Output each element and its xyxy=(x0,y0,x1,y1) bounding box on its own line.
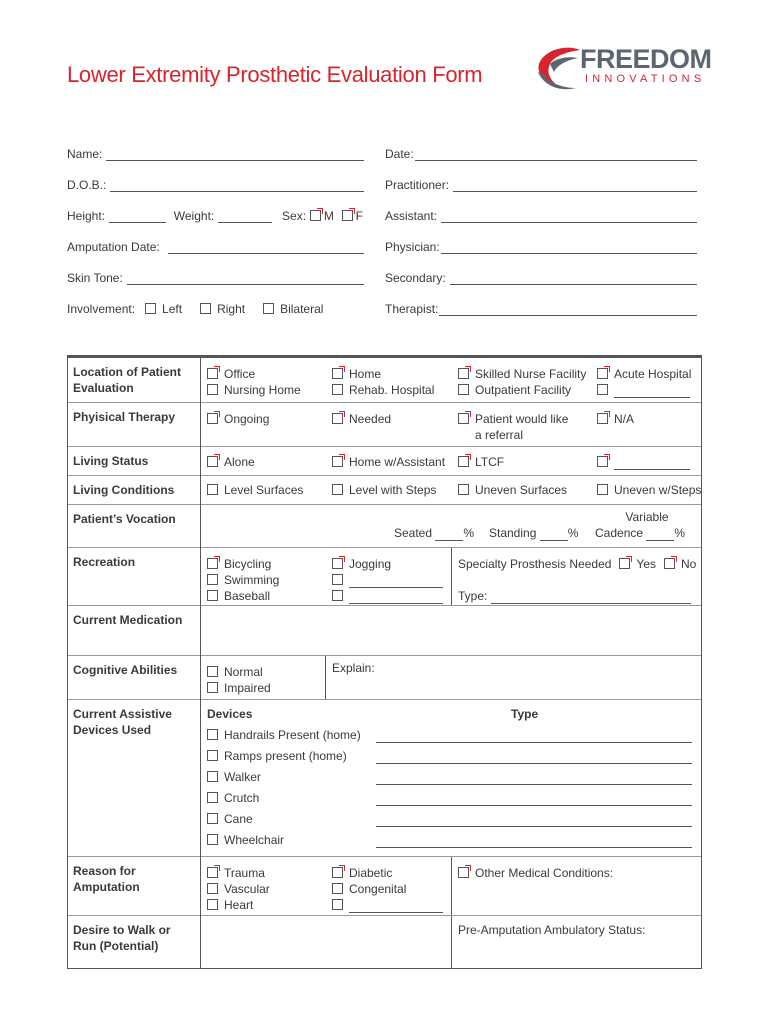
table-row xyxy=(68,700,702,857)
uneven-checkbox[interactable] xyxy=(458,484,469,495)
reason-other-option[interactable] xyxy=(332,897,443,913)
seated-line[interactable] xyxy=(435,529,463,541)
home-assistant-checkbox[interactable] xyxy=(332,456,343,467)
skin-tone-line[interactable] xyxy=(127,273,364,285)
form-title: Lower Extremity Prosthetic Evaluation Form xyxy=(67,62,483,87)
recreation-divider xyxy=(451,548,452,605)
table-row xyxy=(68,476,702,505)
device-label: Ramps present (home) xyxy=(224,749,347,763)
name-field[interactable] xyxy=(67,145,364,161)
physician-field[interactable] xyxy=(385,238,697,254)
table-row xyxy=(68,916,702,969)
vascular-option[interactable] xyxy=(207,881,270,897)
rehab-checkbox[interactable] xyxy=(332,384,343,395)
acute-option[interactable] xyxy=(597,366,691,382)
pt-header: Phyisical Therapy xyxy=(68,403,201,447)
level-label: Level Surfaces xyxy=(224,483,304,497)
device-checkbox[interactable] xyxy=(207,792,218,803)
device-type-field[interactable] xyxy=(376,748,692,764)
level-steps-option[interactable] xyxy=(332,482,436,498)
device-type-field[interactable] xyxy=(376,790,692,806)
pre-amputation-label: Pre-Amputation Ambulatory Status: xyxy=(458,923,646,937)
jogging-option[interactable] xyxy=(332,556,391,572)
logo-subtitle: INNOVATIONS xyxy=(585,73,706,85)
cadence-label: Cadence xyxy=(595,526,644,540)
evaluation-table xyxy=(67,355,702,969)
sex-label: Sex: xyxy=(282,209,307,223)
level-steps-label: Level with Steps xyxy=(349,483,437,497)
assistant-label: Assistant: xyxy=(385,209,438,223)
impaired-option[interactable] xyxy=(207,680,271,696)
involvement-left-label: Left xyxy=(162,302,183,316)
needed-checkbox[interactable] xyxy=(332,413,343,424)
device-type-line[interactable] xyxy=(376,815,692,827)
rehab-label: Rehab. Hospital xyxy=(349,383,435,397)
skilled-option[interactable] xyxy=(458,366,586,382)
pt-options xyxy=(201,403,702,447)
location-other-option[interactable] xyxy=(597,382,690,398)
logo-wordmark: FREEDOM xyxy=(580,44,712,74)
specialty-label: Specialty Prosthesis Needed xyxy=(458,557,612,571)
table-row xyxy=(68,548,702,606)
congenital-option[interactable] xyxy=(332,881,406,897)
other-conditions-option[interactable] xyxy=(458,865,613,881)
involvement-row xyxy=(67,300,367,316)
amputation-date-field[interactable] xyxy=(67,238,364,254)
ltcf-checkbox[interactable] xyxy=(458,456,469,467)
practitioner-line[interactable] xyxy=(453,180,697,192)
reason-cell xyxy=(201,857,702,916)
congenital-checkbox[interactable] xyxy=(332,883,343,894)
uneven-option[interactable] xyxy=(458,482,567,498)
involvement-left-checkbox[interactable] xyxy=(145,303,156,314)
recreation-other-2-line[interactable] xyxy=(349,592,443,604)
device-label: Cane xyxy=(224,812,253,826)
recreation-other-1[interactable] xyxy=(332,572,443,588)
jogging-checkbox[interactable] xyxy=(332,558,343,569)
uneven-steps-option[interactable] xyxy=(597,482,701,498)
seated-field[interactable] xyxy=(394,525,474,541)
normal-checkbox[interactable] xyxy=(207,666,218,677)
living-other-checkbox[interactable] xyxy=(597,456,608,467)
living-conditions-options xyxy=(201,476,702,505)
impaired-label: Impaired xyxy=(224,681,271,695)
device-option[interactable] xyxy=(207,790,259,806)
desire-cell xyxy=(201,916,702,969)
living-other-line[interactable] xyxy=(614,458,690,470)
baseball-checkbox[interactable] xyxy=(207,590,218,601)
baseball-label: Baseball xyxy=(224,589,271,603)
date-field[interactable] xyxy=(385,145,697,161)
practitioner-label: Practitioner: xyxy=(385,178,450,192)
recreation-cell xyxy=(201,548,702,606)
secondary-field[interactable] xyxy=(385,269,697,285)
assistive-header: Current Assistive Devices Used xyxy=(68,700,201,857)
seated-label: Seated xyxy=(394,526,433,540)
secondary-line[interactable] xyxy=(450,273,697,285)
devices-heading: Devices xyxy=(207,707,253,721)
normal-option[interactable] xyxy=(207,664,263,680)
device-checkbox[interactable] xyxy=(207,771,218,782)
specialty-no-label: No xyxy=(681,557,697,571)
location-header: Location of Patient Evaluation xyxy=(68,357,201,403)
level-option[interactable] xyxy=(207,482,303,498)
skilled-checkbox[interactable] xyxy=(458,368,469,379)
recreation-other-2[interactable] xyxy=(332,588,443,604)
standing-label: Standing xyxy=(489,526,537,540)
diabetic-label: Diabetic xyxy=(349,866,393,880)
recreation-header: Recreation xyxy=(68,548,201,606)
cadence-field[interactable] xyxy=(595,525,685,541)
jogging-label: Jogging xyxy=(349,557,392,571)
acute-checkbox[interactable] xyxy=(597,368,608,379)
involvement-label: Involvement: xyxy=(67,302,136,316)
nursing-home-checkbox[interactable] xyxy=(207,384,218,395)
vocation-cell xyxy=(201,505,702,548)
office-label: Office xyxy=(224,367,256,381)
involvement-bilateral-label: Bilateral xyxy=(280,302,324,316)
trauma-option[interactable] xyxy=(207,865,265,881)
living-status-options xyxy=(201,447,702,476)
involvement-right-label: Right xyxy=(217,302,246,316)
swimming-label: Swimming xyxy=(224,573,280,587)
variable-label: Variable xyxy=(625,510,669,524)
living-status-header: Living Status xyxy=(68,447,201,476)
baseball-option[interactable] xyxy=(207,588,270,604)
device-type-line[interactable] xyxy=(376,773,692,785)
device-checkbox[interactable] xyxy=(207,750,218,761)
height-line[interactable] xyxy=(109,211,166,223)
sex-f-checkbox[interactable] xyxy=(342,210,353,221)
therapist-field[interactable] xyxy=(385,300,697,316)
table-row xyxy=(68,606,702,656)
home-label: Home xyxy=(349,367,382,381)
needed-label: Needed xyxy=(349,412,392,426)
trauma-label: Trauma xyxy=(224,866,265,880)
recreation-other-1-line[interactable] xyxy=(349,576,443,588)
outpatient-checkbox[interactable] xyxy=(458,384,469,395)
home-assistant-option[interactable] xyxy=(332,454,445,470)
specialty-type-line[interactable] xyxy=(491,592,691,604)
vascular-label: Vascular xyxy=(224,882,270,896)
device-option[interactable] xyxy=(207,832,284,848)
table-row xyxy=(68,357,702,403)
sex-m-label: M xyxy=(323,209,334,223)
standing-field[interactable] xyxy=(489,525,578,541)
swimming-checkbox[interactable] xyxy=(207,574,218,585)
normal-label: Normal xyxy=(224,665,263,679)
office-checkbox[interactable] xyxy=(207,368,218,379)
type-heading: Type xyxy=(511,707,539,721)
bicycling-option[interactable] xyxy=(207,556,271,572)
na-option[interactable] xyxy=(597,411,634,427)
vascular-checkbox[interactable] xyxy=(207,883,218,894)
needed-option[interactable] xyxy=(332,411,391,427)
recreation-other-1-checkbox[interactable] xyxy=(332,574,343,585)
bicycling-label: Bicycling xyxy=(224,557,272,571)
level-steps-checkbox[interactable] xyxy=(332,484,343,495)
device-checkbox[interactable] xyxy=(207,813,218,824)
device-option[interactable] xyxy=(207,769,261,785)
weight-line[interactable] xyxy=(218,211,272,223)
freedom-logo xyxy=(536,42,712,92)
desire-header: Desire to Walk or Run (Potential) xyxy=(68,916,201,969)
reason-other-checkbox[interactable] xyxy=(332,899,343,910)
medication-cell[interactable] xyxy=(201,606,702,656)
dob-field[interactable] xyxy=(67,176,364,192)
device-type-line[interactable] xyxy=(376,752,692,764)
skilled-label: Skilled Nurse Facility xyxy=(475,367,587,381)
specialty-no-checkbox[interactable] xyxy=(664,558,675,569)
device-label: Wheelchair xyxy=(224,833,285,847)
involvement-bilateral-checkbox[interactable] xyxy=(263,303,274,314)
acute-label: Acute Hospital xyxy=(614,367,692,381)
device-type-field[interactable] xyxy=(376,727,692,743)
nursing-home-option[interactable] xyxy=(207,382,301,398)
outpatient-label: Outpatient Facility xyxy=(475,383,572,397)
other-conditions-label: Other Medical Conditions: xyxy=(475,866,614,880)
home-assistant-label: Home w/Assistant xyxy=(349,455,446,469)
device-label: Crutch xyxy=(224,791,260,805)
device-option[interactable] xyxy=(207,748,347,764)
dob-label: D.O.B.: xyxy=(67,178,107,192)
date-line[interactable] xyxy=(415,149,697,161)
device-type-line[interactable] xyxy=(376,794,692,806)
skin-tone-label: Skin Tone: xyxy=(67,271,123,285)
na-label: N/A xyxy=(614,412,635,426)
date-label: Date: xyxy=(385,147,414,161)
involvement-right-checkbox[interactable] xyxy=(200,303,211,314)
dob-line[interactable] xyxy=(110,180,364,192)
therapist-label: Therapist: xyxy=(385,302,439,316)
living-conditions-header: Living Conditions xyxy=(68,476,201,505)
sex-f-label: F xyxy=(355,209,363,223)
amputation-date-label: Amputation Date: xyxy=(67,240,160,254)
level-checkbox[interactable] xyxy=(207,484,218,495)
uneven-label: Uneven Surfaces xyxy=(475,483,568,497)
congenital-label: Congenital xyxy=(349,882,407,896)
specialty-type-field[interactable] xyxy=(458,588,691,604)
referral-label-1: Patient would like xyxy=(475,412,569,426)
device-type-line[interactable] xyxy=(376,836,692,848)
specialty-question xyxy=(458,556,696,572)
location-other-checkbox[interactable] xyxy=(597,384,608,395)
living-other-option[interactable] xyxy=(597,454,690,470)
diabetic-checkbox[interactable] xyxy=(332,867,343,878)
assistant-field[interactable] xyxy=(385,207,697,223)
standing-line[interactable] xyxy=(540,529,568,541)
table-row xyxy=(68,656,702,700)
ongoing-option[interactable] xyxy=(207,411,269,427)
referral-option[interactable] xyxy=(458,411,568,427)
device-type-field[interactable] xyxy=(376,811,692,827)
trauma-checkbox[interactable] xyxy=(207,867,218,878)
home-option[interactable] xyxy=(332,366,381,382)
reason-other-line[interactable] xyxy=(349,901,443,913)
assistive-cell xyxy=(201,700,702,857)
cadence-line[interactable] xyxy=(646,529,674,541)
skin-tone-field[interactable] xyxy=(67,269,364,285)
heart-label: Heart xyxy=(224,898,254,912)
office-option[interactable] xyxy=(207,366,255,382)
recreation-other-2-checkbox[interactable] xyxy=(332,590,343,601)
alone-checkbox[interactable] xyxy=(207,456,218,467)
secondary-label: Secondary: xyxy=(385,271,446,285)
ltcf-label: LTCF xyxy=(475,455,505,469)
height-label: Height: xyxy=(67,209,106,223)
rehab-option[interactable] xyxy=(332,382,434,398)
cognitive-cell xyxy=(201,656,702,700)
table-row xyxy=(68,857,702,916)
cognitive-divider xyxy=(325,656,326,699)
heart-option[interactable] xyxy=(207,897,253,913)
outpatient-option[interactable] xyxy=(458,382,571,398)
device-checkbox[interactable] xyxy=(207,729,218,740)
na-checkbox[interactable] xyxy=(597,413,608,424)
impaired-checkbox[interactable] xyxy=(207,682,218,693)
sex-m-checkbox[interactable] xyxy=(310,210,321,221)
alone-label: Alone xyxy=(224,455,255,469)
physician-line[interactable] xyxy=(441,242,697,254)
referral-label-2: a referral xyxy=(475,428,524,442)
swoosh-logo-icon xyxy=(536,42,584,92)
table-row xyxy=(68,447,702,476)
cognitive-header: Cognitive Abilities xyxy=(68,656,201,700)
reason-header: Reason for Amputation xyxy=(68,857,201,916)
device-type-field[interactable] xyxy=(376,769,692,785)
device-label: Walker xyxy=(224,770,261,784)
location-other-line[interactable] xyxy=(614,386,690,398)
uneven-steps-label: Uneven w/Steps xyxy=(614,483,702,497)
name-label: Name: xyxy=(67,147,103,161)
seated-pct: % xyxy=(463,526,475,540)
name-line[interactable] xyxy=(106,149,364,161)
specialty-yes-checkbox[interactable] xyxy=(619,558,630,569)
device-type-field[interactable] xyxy=(376,832,692,848)
assistant-line[interactable] xyxy=(441,211,697,223)
home-checkbox[interactable] xyxy=(332,368,343,379)
swimming-option[interactable] xyxy=(207,572,279,588)
table-row xyxy=(68,403,702,447)
device-type-line[interactable] xyxy=(376,731,692,743)
device-checkbox[interactable] xyxy=(207,834,218,845)
device-option[interactable] xyxy=(207,727,361,743)
physician-label: Physician: xyxy=(385,240,440,254)
bicycling-checkbox[interactable] xyxy=(207,558,218,569)
practitioner-field[interactable] xyxy=(385,176,697,192)
cadence-pct: % xyxy=(674,526,686,540)
desire-divider xyxy=(451,916,452,968)
ltcf-option[interactable] xyxy=(458,454,504,470)
uneven-steps-checkbox[interactable] xyxy=(597,484,608,495)
alone-option[interactable] xyxy=(207,454,255,470)
vocation-header: Patient’s Vocation xyxy=(68,505,201,548)
heart-checkbox[interactable] xyxy=(207,899,218,910)
specialty-yes-label: Yes xyxy=(636,557,656,571)
other-conditions-checkbox[interactable] xyxy=(458,867,469,878)
ongoing-label: Ongoing xyxy=(224,412,270,426)
device-label: Handrails Present (home) xyxy=(224,728,361,742)
table-row xyxy=(68,505,702,548)
weight-label: Weight: xyxy=(173,209,215,223)
diabetic-option[interactable] xyxy=(332,865,392,881)
referral-checkbox[interactable] xyxy=(458,413,469,424)
amputation-date-line[interactable] xyxy=(168,242,364,254)
device-option[interactable] xyxy=(207,811,253,827)
ongoing-checkbox[interactable] xyxy=(207,413,218,424)
reason-divider xyxy=(451,857,452,915)
location-options xyxy=(201,357,702,403)
medication-header: Current Medication xyxy=(68,606,201,656)
nursing-home-label: Nursing Home xyxy=(224,383,301,397)
explain-label: Explain: xyxy=(332,661,375,675)
standing-pct: % xyxy=(567,526,579,540)
specialty-type-label: Type: xyxy=(458,589,488,603)
height-weight-sex-row xyxy=(67,207,367,223)
therapist-line[interactable] xyxy=(439,304,697,316)
